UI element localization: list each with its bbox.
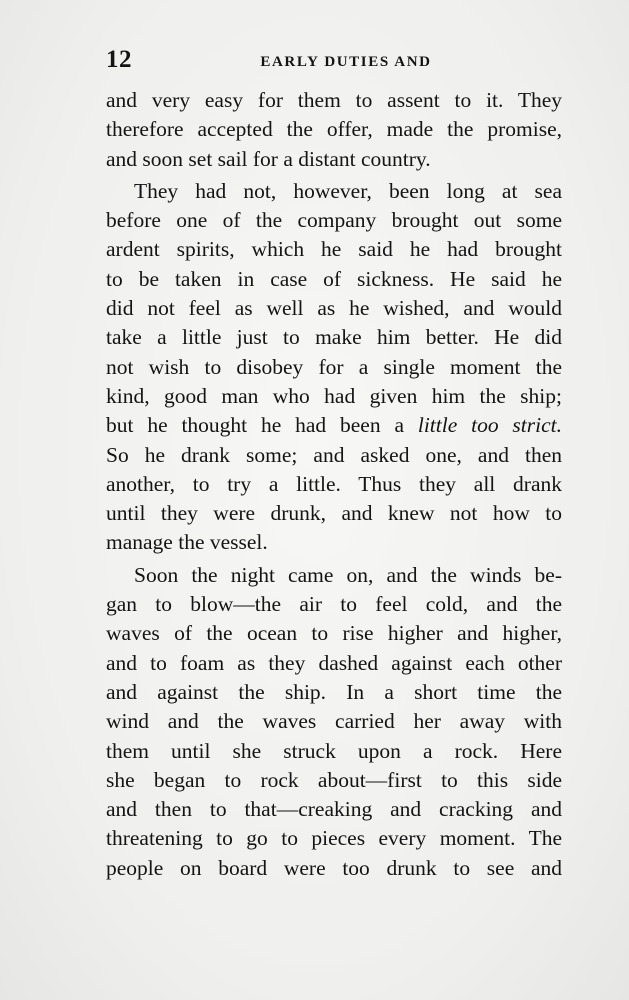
page-header xyxy=(106,46,564,76)
text-line: did not feel as well as he wished, and would xyxy=(106,296,562,321)
text-line: waves of the ocean to rise higher and higher, xyxy=(106,621,562,646)
text-line: and then to that—creaking and cracking and xyxy=(106,797,562,822)
text-line: therefore accepted the offer, made the promise, xyxy=(106,117,562,142)
paragraph xyxy=(106,177,562,558)
text-line: them until she struck upon a rock. Here xyxy=(106,738,562,763)
text-line: kind, good man who had given him the ship; xyxy=(106,383,562,408)
text-line: and soon set sail for a distant country. xyxy=(106,146,431,171)
text-line: threatening to go to pieces every moment. The xyxy=(106,826,562,851)
text-line: to be taken in case of sickness. He said he xyxy=(106,266,562,291)
text-line: before one of the company brought out some xyxy=(106,208,562,233)
paragraph xyxy=(106,86,562,174)
text-line: They had not, however, been long at sea xyxy=(134,178,562,203)
page-number: 12 xyxy=(106,46,132,73)
emphasized-phrase: little too strict. xyxy=(417,413,562,438)
text-line: and against the ship. In a short time the xyxy=(106,679,562,704)
text-line: So he drank some; and asked one, and then xyxy=(106,442,562,467)
text-line-with-emphasis xyxy=(106,411,562,440)
paragraph xyxy=(106,561,562,883)
text-line: people on board were too drunk to see and xyxy=(106,855,562,880)
text-line: take a little just to make him better. He did xyxy=(106,325,562,350)
text-line: not wish to disobey for a single moment the xyxy=(106,354,562,379)
text-fragment: but he thought he had been a xyxy=(106,413,404,438)
body-text xyxy=(106,86,562,883)
text-line: until they were drunk, and knew not how to xyxy=(106,501,562,526)
text-line: Soon the night came on, and the winds be- xyxy=(134,562,562,587)
text-line: she began to rock about—first to this side xyxy=(106,767,562,792)
text-line: wind and the waves carried her away with xyxy=(106,709,562,734)
text-line: another, to try a little. Thus they all drank xyxy=(106,471,562,496)
text-line: gan to blow—the air to feel cold, and the xyxy=(106,592,562,617)
text-line: and very easy for them to assent to it. They xyxy=(106,88,562,112)
text-line: ardent spirits, which he said he had brought xyxy=(106,237,562,262)
running-head: EARLY DUTIES AND xyxy=(260,54,432,70)
text-line: and to foam as they dashed against each other xyxy=(106,650,562,675)
text-line: manage the vessel. xyxy=(106,530,268,555)
